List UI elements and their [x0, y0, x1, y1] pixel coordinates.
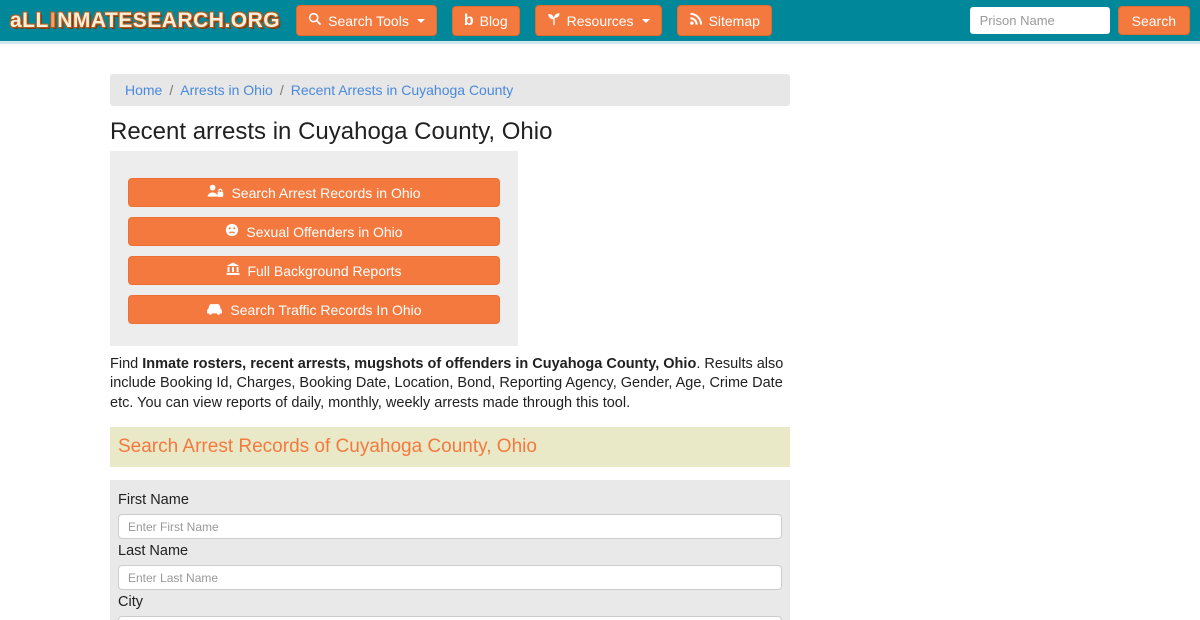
frown-face-icon: [225, 223, 239, 240]
first-name-label: First Name: [118, 492, 189, 509]
logo-text-part1: aLL: [10, 8, 49, 32]
search-traffic-records-button[interactable]: [128, 295, 500, 324]
nav-menu: [296, 5, 772, 36]
prison-search-button[interactable]: Search: [1118, 6, 1190, 35]
action-button-label: Sexual Offenders in Ohio: [246, 223, 403, 240]
nav-button-label: Blog: [479, 12, 508, 29]
nav-button-label: Sitemap: [708, 12, 760, 29]
nav-button-blog[interactable]: [452, 6, 520, 36]
resources-icon: [547, 12, 561, 29]
nav-button-resources[interactable]: [535, 5, 662, 36]
chevron-down-icon: [642, 19, 650, 23]
breadcrumb-separator: /: [169, 82, 174, 98]
first-name-input[interactable]: [118, 514, 782, 539]
page-title: Recent arrests in Cuyahoga County, Ohio: [110, 118, 553, 145]
city-input[interactable]: [118, 616, 782, 620]
last-name-label: Last Name: [118, 543, 189, 560]
search-icon: [308, 12, 322, 29]
search-section-heading: Search Arrest Records of Cuyahoga County, Ohio: [110, 427, 790, 467]
intro-prefix: Find: [110, 356, 143, 372]
breadcrumb-link-arrests-in-ohio[interactable]: Arrests in Ohio: [180, 82, 273, 98]
main-content: [110, 74, 790, 620]
logo-text-part2: NMATESEARCH.ORG: [57, 8, 281, 32]
last-name-input[interactable]: [118, 565, 782, 590]
breadcrumb: [110, 74, 790, 106]
site-logo[interactable]: [10, 9, 280, 33]
chevron-down-icon: [417, 19, 425, 23]
action-button-label: Full Background Reports: [247, 262, 402, 279]
intro-bold-text: Inmate rosters, recent arrests, mugshots of offenders in Cuyahoga County, Ohio: [142, 356, 697, 372]
prison-name-input[interactable]: [970, 7, 1110, 34]
arrest-search-form: [110, 480, 790, 620]
full-background-reports-button[interactable]: [128, 256, 500, 285]
quick-links-panel: [110, 151, 518, 346]
logo-prisoner-i: I: [49, 8, 57, 32]
breadcrumb-link-current-page[interactable]: Recent Arrests in Cuyahoga County: [290, 82, 514, 98]
nav-button-sitemap[interactable]: [677, 5, 772, 36]
sexual-offenders-button[interactable]: [128, 217, 500, 246]
blog-icon: b: [463, 11, 474, 29]
action-button-label: Search Traffic Records In Ohio: [230, 301, 422, 318]
intro-paragraph: [110, 355, 790, 413]
city-label: City: [118, 594, 143, 611]
breadcrumb-separator: /: [279, 82, 284, 98]
intro-suffix: . Results also include Booking Id, Charges, Booking Date, Location, Bond, Reporting Agency, Gender, Age, Crime Date etc. You can view reports of daily, monthly, weekly arrests made through this tool.: [110, 356, 784, 411]
car-icon: [206, 302, 223, 318]
nav-button-search-tools[interactable]: [296, 5, 437, 36]
nav-button-label: Search Tools: [328, 12, 409, 29]
bank-icon: [226, 262, 240, 279]
search-arrest-records-button[interactable]: [128, 178, 500, 207]
top-navbar: [0, 0, 1200, 44]
action-button-label: Search Arrest Records in Ohio: [231, 184, 421, 201]
breadcrumb-link-home[interactable]: Home: [125, 82, 163, 98]
nav-button-label: Resources: [566, 12, 634, 29]
user-lock-icon: [207, 184, 224, 201]
sitemap-rss-icon: [689, 12, 703, 29]
